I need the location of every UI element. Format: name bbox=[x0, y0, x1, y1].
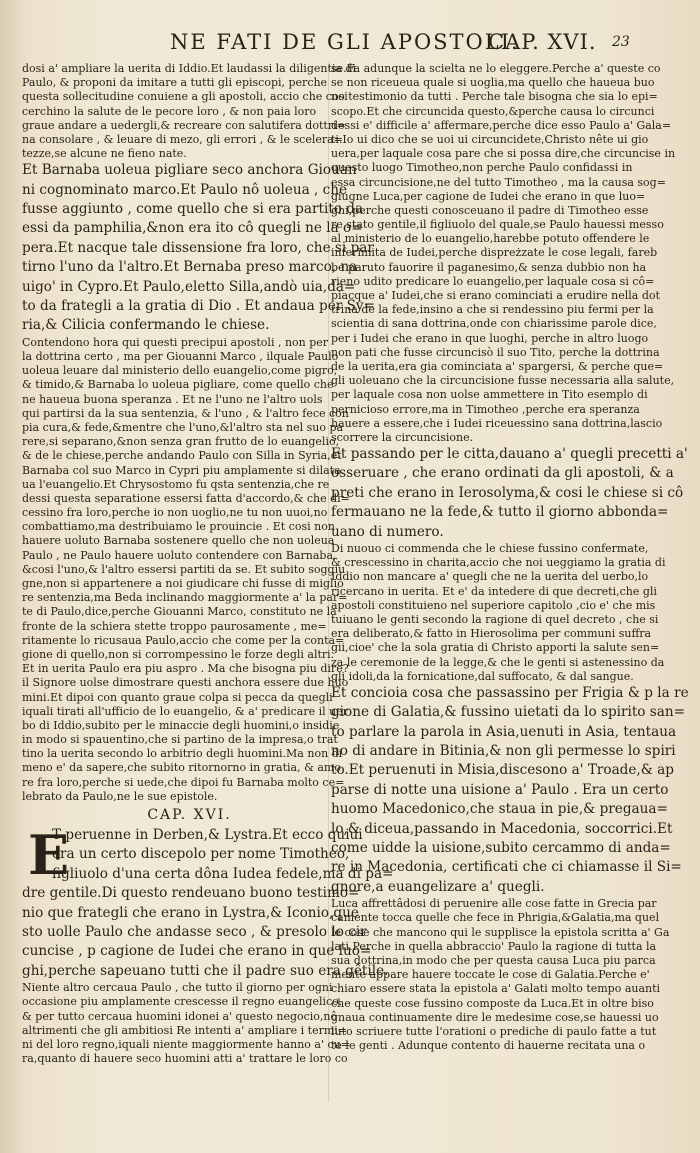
chapter-heading: CAP. XVI. bbox=[488, 30, 597, 54]
text-line: scorrere la circuncisione. bbox=[331, 430, 474, 444]
text-line: bo di Iddio,subito per le minaccie degli huomini,o insidie bbox=[22, 718, 340, 732]
text-line: questo luogo Timotheo,non perche Paulo confidassi in bbox=[331, 161, 633, 175]
text-line: apostoli constituieno nel superiore capitolo ,cio e' che mis bbox=[331, 598, 656, 612]
chapter-opening bbox=[22, 823, 394, 981]
text-line: & de le chiese,perche andando Paulo con Silla in Syria,et bbox=[22, 449, 342, 463]
scripture-block-1 bbox=[22, 161, 375, 336]
text-line: te le genti . Adunque contento di hauerne recitata una o bbox=[331, 1039, 646, 1053]
text-line: se.Fa adunque la scielta ne lo eleggere.Perche a' queste co bbox=[331, 62, 661, 75]
text-line: camente tocca quelle che fece in Phrigia,&Galatia,ma quel bbox=[331, 911, 660, 925]
text-line: uoleua leuare dal ministerio dello euangelio,come pigro, bbox=[22, 364, 338, 378]
text-line: per i Iudei che erano in que luoghi, perche in altro luogo bbox=[331, 331, 649, 345]
text-line: osseruare , che erano ordinati da gli apostoli, & a bbox=[331, 465, 674, 482]
text-line: tuiuano le genti secondo la ragione di quel decreto , che si bbox=[331, 612, 659, 626]
text-line: combattiamo,ma destribuiamo le prouincie . Et cosi non bbox=[22, 520, 335, 534]
drop-cap: E bbox=[28, 823, 70, 888]
text-line: gnore,a euangelizare a' quegli. bbox=[331, 878, 545, 895]
commentary-block-5 bbox=[331, 542, 666, 684]
text-line: parse di notte una uisione a' Paulo . Era un certo bbox=[331, 781, 669, 798]
right-column bbox=[331, 62, 689, 1102]
text-line: no testimonio da tutti . Perche tale bisogna che sia lo epi= bbox=[331, 90, 658, 104]
text-line: ghi,perche sapeuano tutti che il padre suo era gêtile. bbox=[22, 962, 389, 979]
commentary-block-3 bbox=[22, 981, 350, 1066]
text-line: mente appare hauere toccate le cose di Galatia.Perche e' bbox=[331, 968, 650, 982]
text-line: hauere uoluto Barnaba sostenere quello che non uoleua bbox=[22, 534, 335, 548]
text-line: gione di quello,non si corrompessino le forze degli altri. bbox=[22, 647, 335, 661]
text-line: figliuolo d'una certa dôna Iudea fedele,ma di pa= bbox=[52, 865, 394, 882]
text-line: Et concioia cosa che passassino per Frigia & p la re bbox=[331, 684, 689, 701]
text-line: ni del loro regno,iquali niente maggiormente hanno a' cu= bbox=[22, 1037, 350, 1051]
scripture-block-3 bbox=[331, 445, 688, 542]
text-line: Iddio non mancare a' quegli che ne la uerita del uerbo,lo bbox=[331, 570, 649, 584]
text-line: Et in uerita Paulo era piu aspro . Ma che bisogna piu dire? bbox=[22, 662, 349, 676]
text-line: questa sollecitudine conuiene a gli apostoli, accio che cosi bbox=[22, 90, 348, 104]
text-line: huomo Macedonico,che staua in pie,& pregaua= bbox=[331, 801, 668, 818]
text-line: tezze,se alcune ne fieno nate. bbox=[22, 147, 187, 161]
commentary-block-1 bbox=[22, 62, 357, 161]
text-line: Contendono hora qui questi precipui apostoli , non per bbox=[22, 335, 329, 349]
text-line: inferimita de Iudei,perche dispreżzate le cose legali, fareb bbox=[331, 246, 658, 260]
text-line: & timido,& Barnaba lo uoleua pigliare, come quello che bbox=[22, 378, 334, 392]
commentary-block-2 bbox=[22, 335, 350, 804]
text-line: Et passando per le citta,dauano a' quegli precetti a' bbox=[331, 446, 688, 463]
text-line: nio que frategli che erano in Lystra,& Iconio,que bbox=[22, 904, 359, 921]
commentary-block-4 bbox=[331, 62, 676, 445]
text-line: re fra loro,perche si uede,che dipoi fu Barnaba molto ce= bbox=[22, 775, 345, 789]
text-line: re in Macedonia, certificati che ci chiamasse il Si= bbox=[331, 859, 682, 876]
text-line: &cosi l'uno,& l'altro essersi partiti da se. Et subito soggiu bbox=[22, 562, 346, 576]
text-line: rere,si separano,&non senza gran frutto de lo euangelio, bbox=[22, 435, 340, 449]
text-line: fronte de la schiera stette troppo paurosamente , me= bbox=[22, 619, 327, 633]
text-line: dosi a' ampliare la uerita di Iddio.Et laudassi la diligentia di bbox=[22, 62, 357, 75]
text-line: Niente altro cercaua Paulo , che tutto il giorno per ogni bbox=[22, 981, 333, 995]
text-line: luto scriuere tutte l'orationi o prediche di paulo fatte a tut bbox=[331, 1024, 657, 1038]
text-line: cerchino la salute de le pecore loro , & non paia loro bbox=[22, 104, 317, 118]
text-line: che queste cose fussino composte da Luca.Et in oltre biso bbox=[331, 996, 654, 1010]
text-line: ria,& Cilicia confermando le chiese. bbox=[22, 317, 270, 334]
text-line: ua l'euangelio.Et Chrysostomo fu qsta sentenzia,che re bbox=[22, 477, 330, 491]
chapter-title: CAP. XVI. bbox=[147, 807, 232, 824]
commentary-block-6 bbox=[331, 897, 670, 1053]
text-line: graue andare a uedergli,& recreare con salutifera dottri= bbox=[22, 118, 346, 132]
text-line: pernicioso errore,ma in Timotheo ,perche era speranza bbox=[331, 402, 640, 416]
text-line: Paulo , ne Paulo hauere uoluto contendere con Barnaba, bbox=[22, 548, 337, 562]
text-line: te di Paulo,dice,perche Giouanni Marco, constituto ne la bbox=[22, 605, 337, 619]
text-line: sua dottrina,in modo che per questa causa Luca piu parca bbox=[331, 953, 656, 967]
text-line: ricercano in uerita. Et e' da intedere di que decreti,che gli bbox=[331, 584, 657, 598]
text-line: za le ceremonie de la legge,& che le genti si astenessino da bbox=[331, 655, 665, 669]
text-line: tirno l'uno da l'altro.Et Bernaba preso marco, na bbox=[22, 259, 358, 276]
text-line: qui partirsi da la sua sentenzia, & l'uno , & l'altro fece con bbox=[22, 406, 349, 420]
text-line: to.Et peruenuti in Misia,discesono a' Troade,& ap bbox=[331, 762, 674, 779]
text-line: il Signore uolse dimostrare questi anchora essere due huo bbox=[22, 676, 349, 690]
text-line: to da frategli a la gratia di Dio . Et andaua per Sy= bbox=[22, 298, 375, 315]
text-line: gii,cioe' che la sola gratia di Christo apporti la salute sen= bbox=[331, 641, 660, 655]
text-line: non pati che fusse circuncisò il suo Tito, perche la dottrina bbox=[331, 345, 660, 359]
text-line: lati.Perche in quella abbraccio' Paulo la ragione di tutta la bbox=[331, 939, 657, 953]
text-line: cuncise , p cagione de Iudei che erano in que luo= bbox=[22, 943, 372, 960]
text-line: ghi,perche questi conosceuano il padre di Timotheo esse bbox=[331, 203, 649, 217]
text-line: pera.Et nacque tale dissensione fra loro, che si par bbox=[22, 239, 374, 256]
text-line: mini.Et dipoi con quanto graue colpa si pecca da quegli bbox=[22, 690, 333, 704]
text-line: ra,quanto di hauere seco huomini atti a' trattare le loro co bbox=[22, 1052, 348, 1066]
running-title: NE FATI DE GLI APOSTOLI. bbox=[170, 30, 520, 54]
text-line: gli idoli,da la fornicatione,dal suffocato, & dal sangue. bbox=[331, 669, 634, 683]
text-line: preti che erano in Ierosolyma,& cosi le chiese si cô bbox=[331, 484, 684, 501]
text-line: come uidde la uisione,subito cercammo di anda= bbox=[331, 840, 671, 857]
folio-number: 23 bbox=[612, 34, 630, 50]
text-line: ne haueua buona speranza . Et ne l'uno ne l'altro uols bbox=[22, 392, 323, 406]
text-line: to parlare la parola in Asia,uenuti in Asia, tentaua bbox=[331, 723, 677, 740]
text-line: fusse aggiunto , come quello che si era partito da bbox=[22, 201, 364, 218]
text-line: era deliberato,& fatto in Hierosolima per communi suffra bbox=[331, 627, 652, 641]
text-line: se non riceueua quale si uoglia,ma quello che haueua buo bbox=[331, 76, 655, 90]
text-line: piacque a' Iudei,che si erano cominciati a erudire nella dot bbox=[331, 289, 660, 302]
text-line: scientia di sana dottrina,onde con chiarissime parole dice, bbox=[331, 317, 657, 331]
text-line: per laquale cosa non uolse ammettere in Tito esemplo di bbox=[331, 388, 648, 402]
text-line: no di andare in Bitinia,& non gli permesse lo spiri bbox=[331, 743, 676, 760]
text-line: essa circuncisione,ne del tutto Timotheo , ma la causa sog= bbox=[331, 175, 666, 189]
text-line: uera,per laquale cosa pare che si possa dire,che circuncise in bbox=[331, 147, 676, 161]
text-line: Et Barnaba uoleua pigliare seco anchora Giouan bbox=[22, 162, 357, 179]
text-line: chiaro essere stata la epistola a' Galati molto tempo auanti bbox=[331, 982, 661, 996]
text-line: sto uolle Paulo che andasse seco , & presolo lo cir bbox=[22, 923, 367, 940]
text-line: le cose che mancono qui le supplisce la epistola scritta a' Ga bbox=[331, 925, 670, 939]
text-line: dessi questa separatione essersi fatta d'accordo,& che di= bbox=[22, 491, 350, 505]
text-line: uigo' in Cypro.Et Paulo,eletto Silla,andò uia,da= bbox=[22, 278, 356, 295]
text-line: lebrato da Paulo,ne le sue epistole. bbox=[22, 789, 218, 803]
text-line: re stato gentile,il figliuolo del quale,se Paulo hauessi messo bbox=[331, 218, 664, 232]
text-line: ritamente lo ricusaua Paulo,accio che come per la conta= bbox=[22, 633, 345, 647]
text-line: tino la uerita secondo lo arbitrio degli huomini.Ma non di bbox=[22, 747, 343, 761]
text-line: de la uerita,era gia cominciata a' spargersi, & perche que= bbox=[331, 359, 664, 373]
text-line: ti.Io ui dico che se uoi ui circuncidete,Christo nête ui gio bbox=[331, 132, 649, 146]
text-line: trina de la fede,insino a che si rendessino piu fermi per la bbox=[331, 303, 654, 317]
text-line: lo,& diceua,passando in Macedonia, soccorrici.Et bbox=[331, 820, 673, 837]
text-line: in modo si spauentino,che si partino de la impresa,o trat bbox=[22, 733, 338, 747]
text-line: uano di numero. bbox=[331, 523, 444, 540]
text-line: be paruto fauorire il paganesimo,& senza dubbio non ha bbox=[331, 260, 647, 274]
text-line: gione di Galatia,& fussino uietati da lo spirito san= bbox=[331, 704, 686, 721]
text-line: & crescessino in charita,accio che noi ueggiamo la gratia di bbox=[331, 556, 666, 570]
text-line: dre gentile.Di questo rendeuano buono testimo= bbox=[22, 885, 360, 902]
text-line: al ministerio de lo euangelio,harebbe potuto offendere le bbox=[331, 232, 650, 246]
text-line: era un certo discepolo per nome Timotheo, bbox=[52, 846, 350, 863]
text-line: re sentenzia,ma Beda inclinando maggiormente a' la par= bbox=[22, 591, 348, 605]
text-line: ni cognominato marco.Et Paulo nô uoleua , che bbox=[22, 181, 348, 198]
text-line: na consolare , & leuare di mezo, gli errori , & le scelera= bbox=[22, 132, 343, 146]
text-line: Di nuouo ci commenda che le chiese fussino confermate, bbox=[331, 542, 649, 556]
text-line: fermauano ne la fede,& tutto il giorno abbonda= bbox=[331, 504, 669, 521]
text-line: Paulo, & proponi da imitare a tutti gli episcopi, perche bbox=[22, 76, 328, 90]
text-line: pia cura,& fede,&mentre che l'uno,&l'altro sta nel suo pa bbox=[22, 420, 344, 434]
text-line: essi da pamphilia,&non era ito cô quegli ne la o= bbox=[22, 220, 363, 237]
text-line: gne,non si appartenere a noi giudicare chi fusse di miglio bbox=[22, 577, 344, 591]
text-line: giugne Luca,per cagione de Iudei che erano in que luo= bbox=[331, 189, 646, 203]
text-line: & per tutto cercaua huomini idonei a' questo negocio,nô bbox=[22, 1009, 338, 1023]
text-line: gnaua continuamente dire le medesime cose,se hauessi uo bbox=[331, 1010, 659, 1024]
text-line: gli uoleuano che la circuncisione fusse necessaria alla salute, bbox=[331, 374, 675, 388]
text-line: occasione piu amplamente crescesse il regno euangelico. bbox=[22, 995, 343, 1009]
text-line: T peruenne in Derben,& Lystra.Et ecco quiui bbox=[52, 827, 363, 844]
text-line: la dottrina certo , ma per Giouanni Marco , ilquale Paulo bbox=[22, 350, 339, 364]
text-line: rieno udito predicare lo euangelio,per laquale cosa si cô= bbox=[331, 274, 655, 288]
text-line: Luca affrettâdosi di peruenire alle cose fatte in Grecia par bbox=[331, 897, 657, 911]
text-line: dessi e' difficile a' affermare,perche dice esso Paulo a' Gala= bbox=[331, 118, 672, 132]
text-line: Barnaba col suo Marco in Cypri piu amplamente si dilata bbox=[22, 463, 341, 477]
text-line: scopo.Et che circuncida questo,&perche causa lo circunci bbox=[331, 104, 655, 118]
page-header bbox=[0, 22, 700, 62]
text-line: cessino fra loro,perche io non uoglio,ne tu non uuoi,no bbox=[22, 506, 328, 520]
text-line: meno e' da sapere,che subito ritornorno in gratia, & amo bbox=[22, 761, 341, 775]
text-line: iquali tirati all'ufficio de lo euangelio, & a' predicare il uer bbox=[22, 704, 348, 718]
scripture-block-4 bbox=[331, 684, 689, 897]
text-line: altrimenti che gli ambitiosi Re intenti a' ampliare i termi= bbox=[22, 1023, 348, 1037]
text-line: hauere a essere,che i Iudei riceuessino sana dottrina,lascio bbox=[331, 416, 663, 430]
